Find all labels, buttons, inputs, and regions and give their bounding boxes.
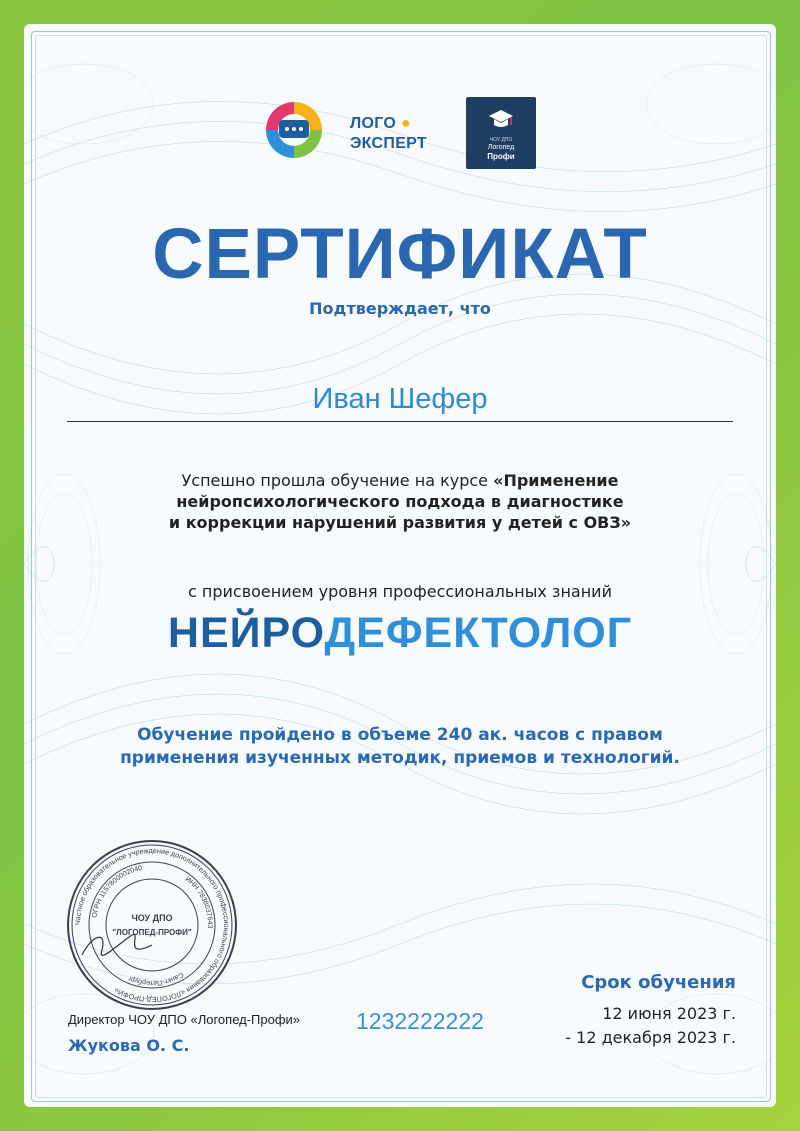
hours-line1: Обучение пройдено в объеме 240 ак. часов с правом — [137, 725, 663, 745]
hours-statement — [90, 724, 710, 770]
assign-text: с присвоением уровня профессиональных знаний — [188, 582, 612, 601]
official-stamp — [62, 835, 242, 1015]
recipient-name: Иван Шефер — [312, 383, 488, 415]
stamp-outer-text: Частное образовательное учреждение дополнительного профессионального образования «ЛОГОПЕД-ПРОФИ» — [72, 845, 232, 1005]
course-intro: Успешно прошла обучение на курсе — [181, 471, 489, 490]
director-label: Директор ЧОУ ДПО «Логопед-Профи» — [68, 1012, 301, 1027]
profession-part2: ДЕФЕКТОЛОГ — [324, 609, 633, 657]
stamp-city: Санкт-Петербург — [127, 970, 185, 987]
certificate-title: СЕРТИФИКАТ — [152, 215, 648, 294]
profession-title — [0, 607, 800, 659]
logo-expert-icon — [262, 98, 326, 162]
logoped-profi-small: ЧОУ ДПО — [489, 137, 513, 143]
name-underline — [67, 421, 733, 422]
logo-expert-line2: ЭКСПЕРТ — [350, 135, 427, 152]
term-to: - 12 декабря 2023 г. — [565, 1028, 736, 1047]
course-description — [120, 470, 680, 533]
logoped-profi-mid: Логопед — [487, 144, 515, 151]
hours-line2: применения изученных методик, приемов и технологий. — [120, 748, 680, 768]
logo-expert-line1: ЛОГО — [350, 115, 397, 132]
course-name-1: «Применение — [493, 471, 619, 490]
director-name: Жукова О. С. — [68, 1036, 190, 1055]
stamp-center-line1: ЧОУ ДПО — [131, 913, 173, 923]
term-label: Срок обучения — [581, 972, 736, 993]
logoped-profi-logo — [466, 97, 536, 169]
stamp-center-line2: "ЛОГОПЕД-ПРОФИ" — [112, 928, 192, 937]
graduation-cap-icon — [488, 107, 514, 133]
course-name-2: нейропсихологического подхода в диагностике — [176, 492, 624, 511]
confirms-text: Подтверждает, что — [309, 299, 491, 318]
stamp-inn: ИНН 7838037643 — [183, 875, 214, 929]
course-name-3: и коррекции нарушений развития у детей с ОВЗ» — [168, 513, 632, 532]
term-from: 12 июня 2023 г. — [602, 1004, 736, 1023]
logoped-profi-big: Профи — [487, 152, 515, 161]
stamp-ogrn: ОГРН 1157800002040 — [91, 864, 143, 919]
logo-expert-text: ЛОГО ● ЭКСПЕРТ — [350, 115, 427, 152]
profession-part1: НЕЙРО — [167, 609, 325, 657]
registration-number: 1232222222 — [356, 1008, 484, 1034]
